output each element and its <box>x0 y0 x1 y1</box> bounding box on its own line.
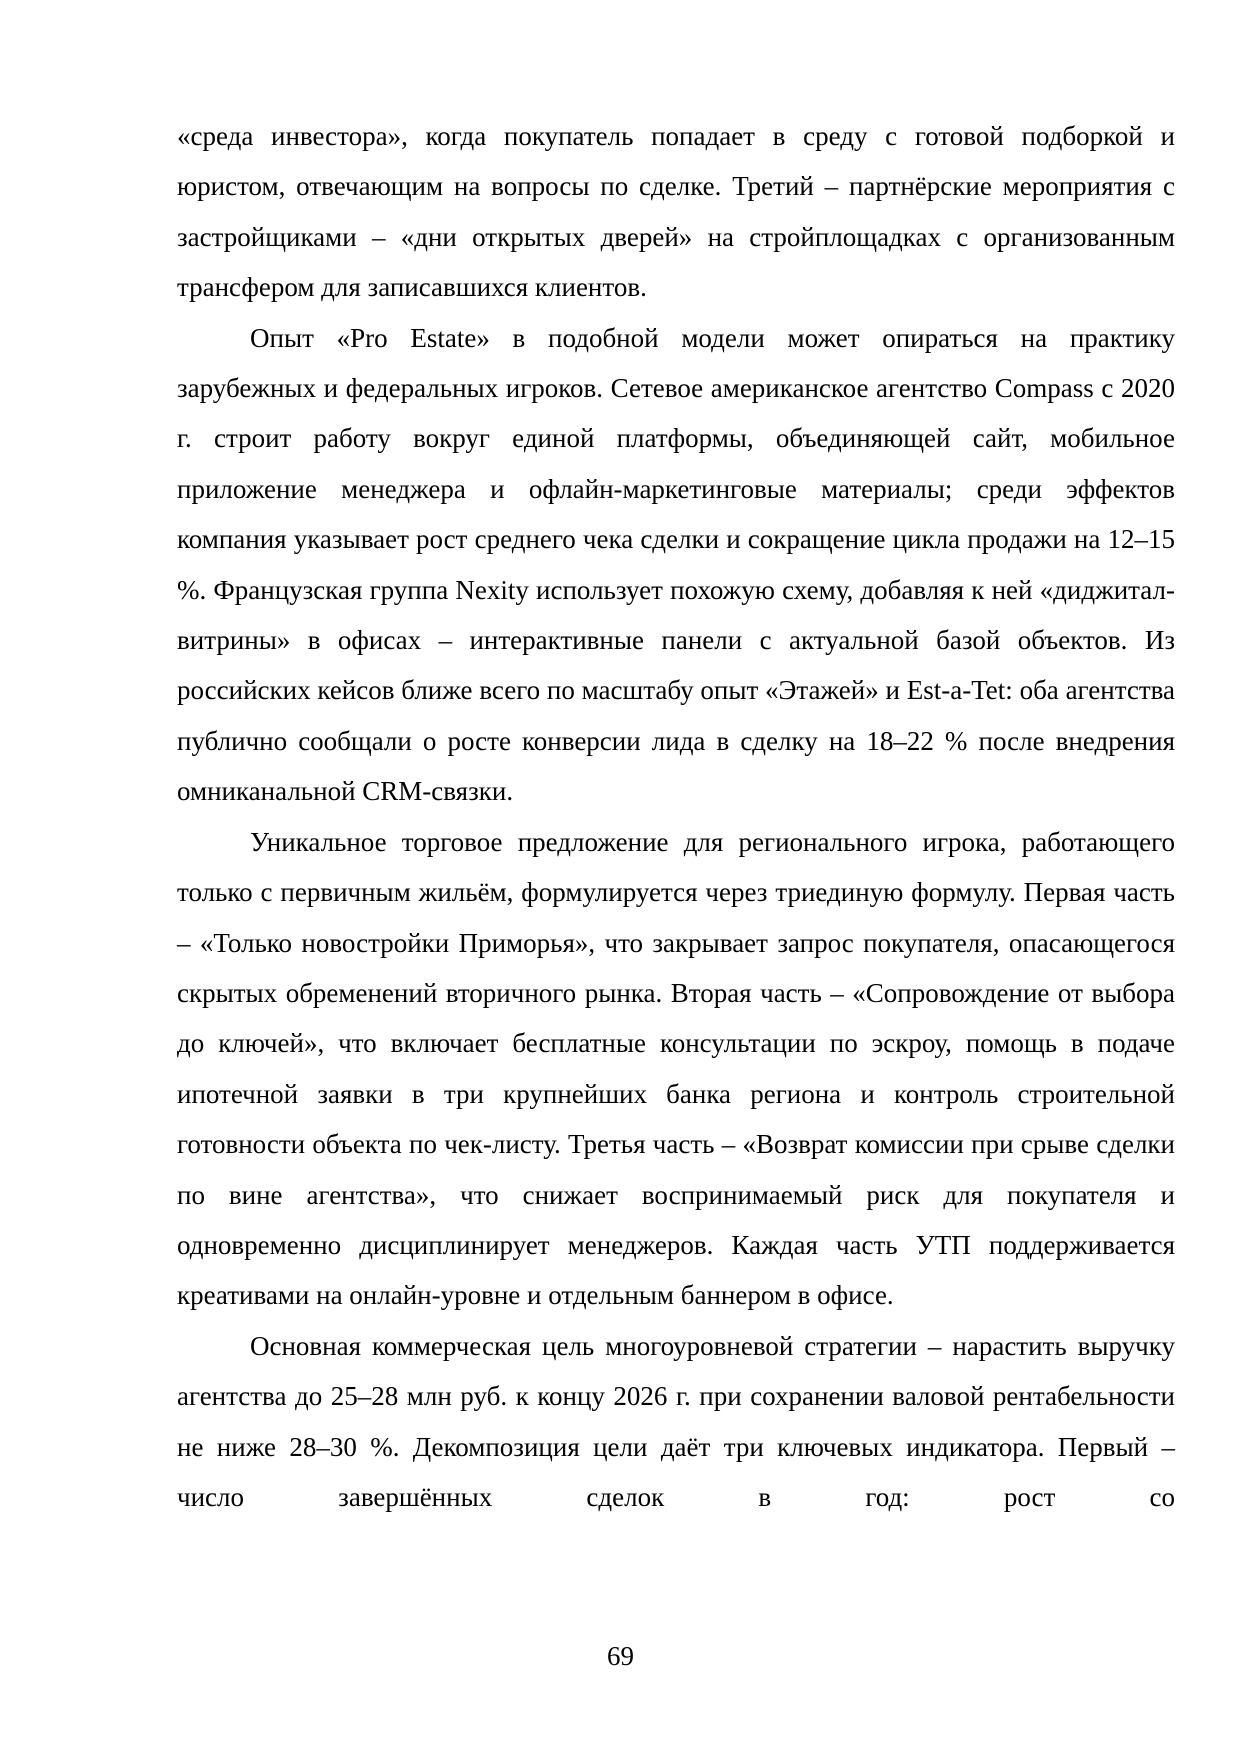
paragraph-continuation: «среда инвестора», когда покупатель попадает в среду с готовой подборкой и юристом, отвечающим на вопросы по сделке. Третий – партнёрские мероприятия с застройщиками – «дни открытых дверей» на стройплощадках с организованным трансфером для записавшихся клиентов. <box>177 121 1175 303</box>
paragraph-pro-estate-experience: Опыт «Pro Estate» в подобной модели может опираться на практику зарубежных и федеральных игроков. Сетевое американское агентство Compass с 2020 г. строит работу вокруг единой платформы, объединяющей сайт, мобильное приложение менеджера и офлайн-маркетинговые материалы; среди эффектов компания указывает рост среднего чека сделки и сокращение цикла продажи на 12–15 %. Французская группа Nexity использует похожую схему, добавляя к ней «диджитал-витрины» в офисах – интерактивные панели с актуальной базой объектов. Из российских кейсов ближе всего по масштабу опыт «Этажей» и Est-a-Tet: оба агентства публично сообщали о росте конверсии лида в сделку на 18–22 % после внедрения омниканальной CRM-связки. <box>177 322 1175 807</box>
paragraph-unique-selling-proposition: Уникальное торговое предложение для регионального игрока, работающего только с первичным жильём, формулируется через триединую формулу. Первая часть – «Только новостройки Приморья», что закрывает запрос покупателя, опасающегося скрытых обременений вторичного рынка. Вторая часть – «Сопровождение от выбора до ключей», что включает бесплатные консультации по эскроу, помощь в подаче ипотечной заявки в три крупнейших банка региона и контроль строительной готовности объекта по чек-листу. Третья часть – «Возврат комиссии при срыве сделки по вине агентства», что снижает воспринимаемый риск для покупателя и одновременно дисциплинирует менеджеров. Каждая часть УТП поддерживается креативами на онлайн-уровне и отдельным баннером в офисе. <box>177 826 1175 1311</box>
paragraph-commercial-goal: Основная коммерческая цель многоуровневой стратегии – нарастить выручку агентства до 25–28 млн руб. к концу 2026 г. при сохранении валовой рентабельности не ниже 28–30 %. Декомпозиция цели даёт три ключевых индикатора. Первый – число завершённых сделок в год: рост со <box>177 1330 1175 1512</box>
body-text <box>177 111 1175 1522</box>
page-number: 69 <box>607 1641 634 1671</box>
